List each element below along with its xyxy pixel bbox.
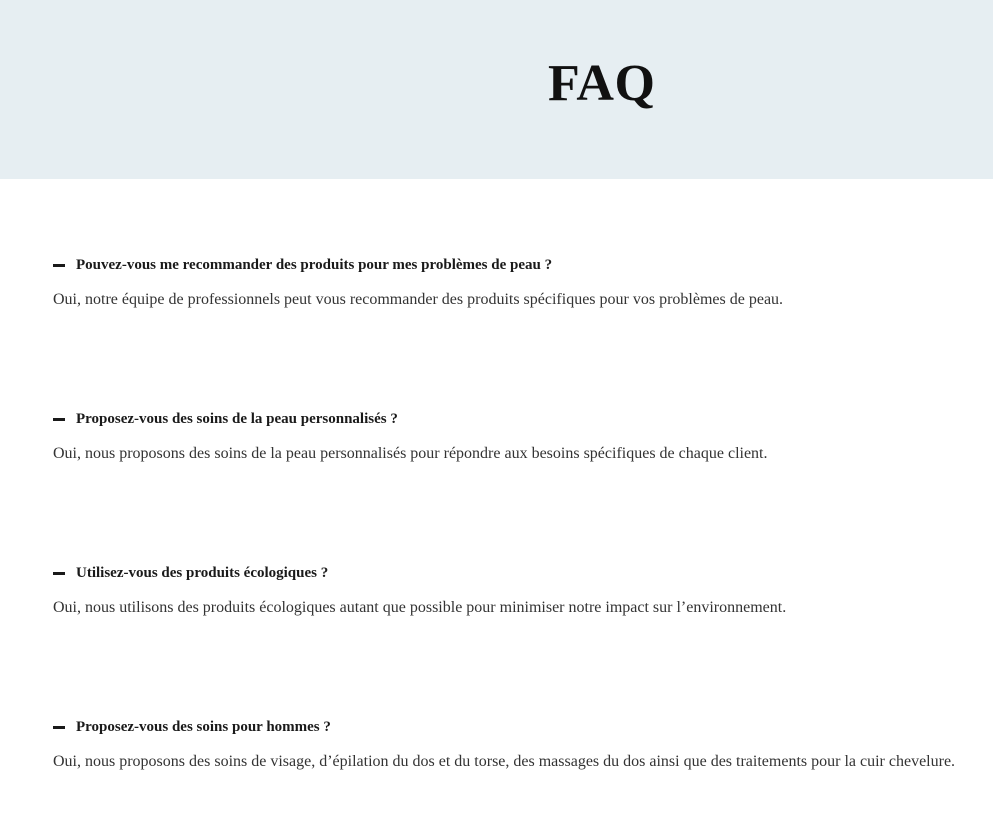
- faq-question-toggle[interactable]: [53, 563, 963, 583]
- faq-answer: Oui, nous utilisons des produits écologiques autant que possible pour minimiser notre impact sur l’environnement.: [53, 599, 787, 616]
- faq-question-text: Utilisez-vous des produits écologiques ?: [76, 565, 329, 581]
- faq-item: [53, 563, 963, 616]
- faq-item: [53, 717, 963, 770]
- faq-question-text: Proposez-vous des soins pour hommes ?: [76, 719, 331, 735]
- faq-question-toggle[interactable]: [53, 409, 963, 429]
- faq-item: [53, 409, 963, 462]
- faq-question-toggle[interactable]: [53, 255, 963, 275]
- minus-icon[interactable]: [53, 418, 65, 421]
- page-title: FAQ: [548, 55, 656, 112]
- hero-banner: [0, 0, 993, 179]
- faq-answer: Oui, notre équipe de professionnels peut vous recommander des produits spécifiques pour vos problèmes de peau.: [53, 291, 784, 308]
- faq-question-text: Proposez-vous des soins de la peau personnalisés ?: [76, 411, 398, 427]
- minus-icon[interactable]: [53, 726, 65, 729]
- faq-question-text: Pouvez-vous me recommander des produits pour mes problèmes de peau ?: [76, 257, 553, 273]
- faq-answer: Oui, nous proposons des soins de la peau personnalisés pour répondre aux besoins spécifiques de chaque client.: [53, 445, 768, 462]
- minus-icon[interactable]: [53, 264, 65, 267]
- faq-item: [53, 255, 963, 308]
- minus-icon[interactable]: [53, 572, 65, 575]
- faq-question-toggle[interactable]: [53, 717, 963, 737]
- faq-answer: Oui, nous proposons des soins de visage, d’épilation du dos et du torse, des massages du dos ainsi que des traitements pour la cuir chevelure.: [53, 753, 956, 770]
